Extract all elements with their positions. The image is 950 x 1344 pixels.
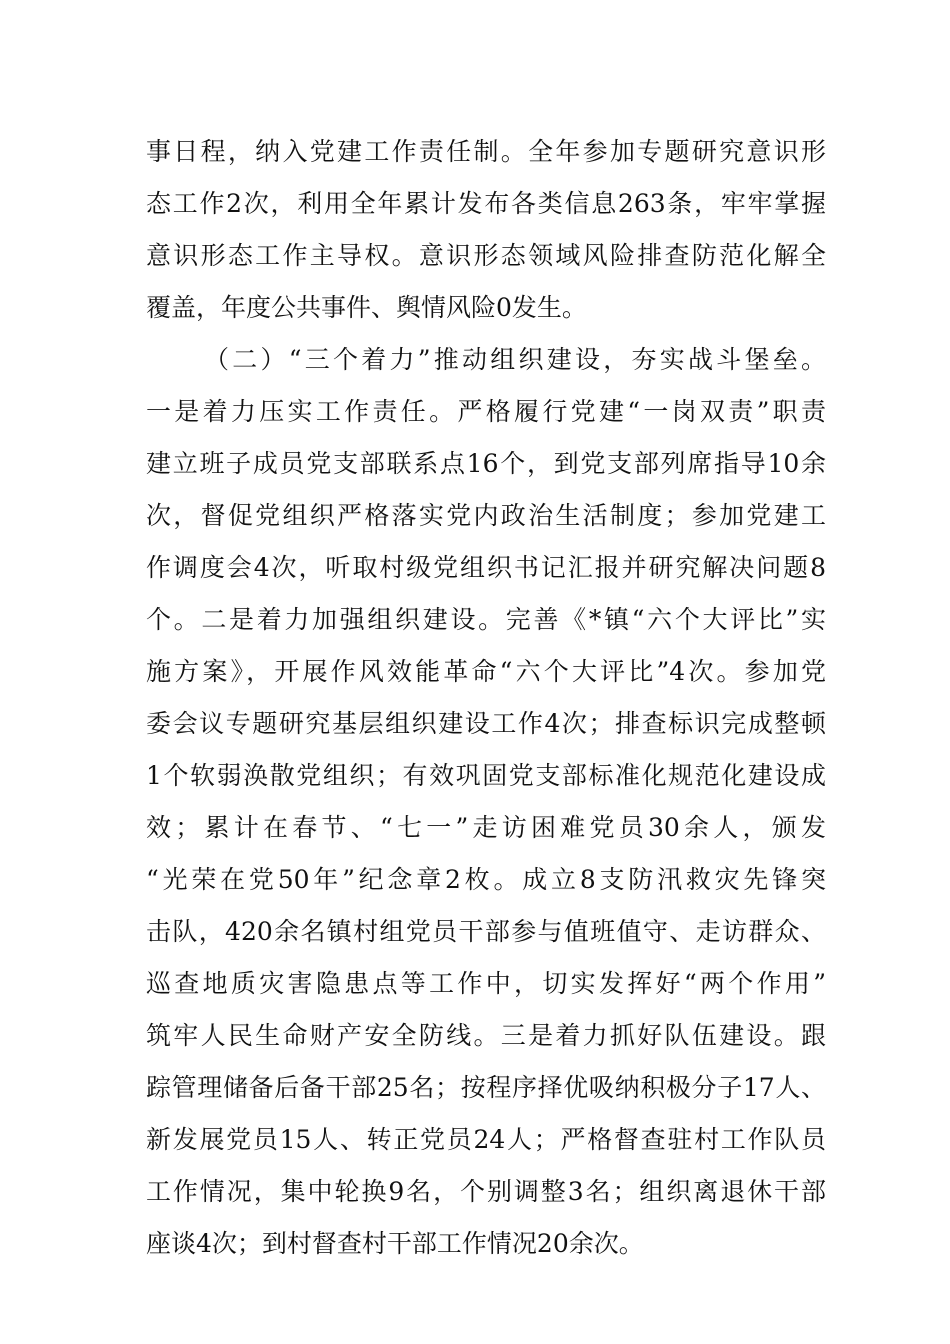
paragraph-line: 作调度会4次，听取村级党组织书记汇报并研究解决问题8 — [146, 553, 826, 582]
paragraph-line: “光荣在党50年”纪念章2枚。成立8支防汛救灾先锋突 — [146, 865, 826, 894]
paragraph-line: 委会议专题研究基层组织建设工作4次；排查标识完成整顿 — [146, 709, 826, 738]
paragraph-line: 施方案》，开展作风效能革命“六个大评比”4次。参加党 — [146, 657, 826, 686]
section-heading-line: （二）“三个着力”推动组织建设，夯实战斗堡垒。 — [204, 345, 826, 374]
paragraph-line: 事日程，纳入党建工作责任制。全年参加专题研究意识形 — [146, 137, 826, 166]
paragraph-line: 个。二是着力加强组织建设。完善《*镇“六个大评比”实 — [146, 605, 826, 634]
paragraph-line: 次，督促党组织严格落实党内政治生活制度；参加党建工 — [146, 501, 826, 530]
paragraph-line: 意识形态工作主导权。意识形态领域风险排查防范化解全 — [146, 241, 826, 270]
paragraph-line: 1个软弱涣散党组织；有效巩固党支部标准化规范化建设成 — [146, 761, 826, 790]
document-body — [146, 126, 826, 1270]
paragraph-line: 态工作2次，利用全年累计发布各类信息263条，牢牢掌握 — [146, 189, 826, 218]
paragraph-line: 建立班子成员党支部联系点16个，到党支部列席指导10余 — [146, 449, 826, 478]
paragraph-line: 工作情况，集中轮换9名，个别调整3名；组织离退休干部 — [146, 1177, 826, 1206]
paragraph-line: 踪管理储备后备干部25名；按程序择优吸纳积极分子17人、 — [146, 1073, 826, 1102]
paragraph-line: 一是着力压实工作责任。严格履行党建“一岗双责”职责 — [146, 397, 826, 426]
paragraph-line: 效；累计在春节、“七一”走访困难党员30余人，颁发 — [146, 813, 826, 842]
paragraph-line: 巡查地质灾害隐患点等工作中，切实发挥好“两个作用” — [146, 969, 826, 998]
paragraph-line: 新发展党员15人、转正党员24人；严格督查驻村工作队员 — [146, 1125, 826, 1154]
paragraph-line: 击队，420余名镇村组党员干部参与值班值守、走访群众、 — [146, 917, 826, 946]
paragraph-line: 覆盖，年度公共事件、舆情风险0发生。 — [146, 293, 587, 322]
paragraph-line: 筑牢人民生命财产安全防线。三是着力抓好队伍建设。跟 — [146, 1021, 826, 1050]
paragraph-line: 座谈4次；到村督查村干部工作情况20余次。 — [146, 1229, 644, 1258]
